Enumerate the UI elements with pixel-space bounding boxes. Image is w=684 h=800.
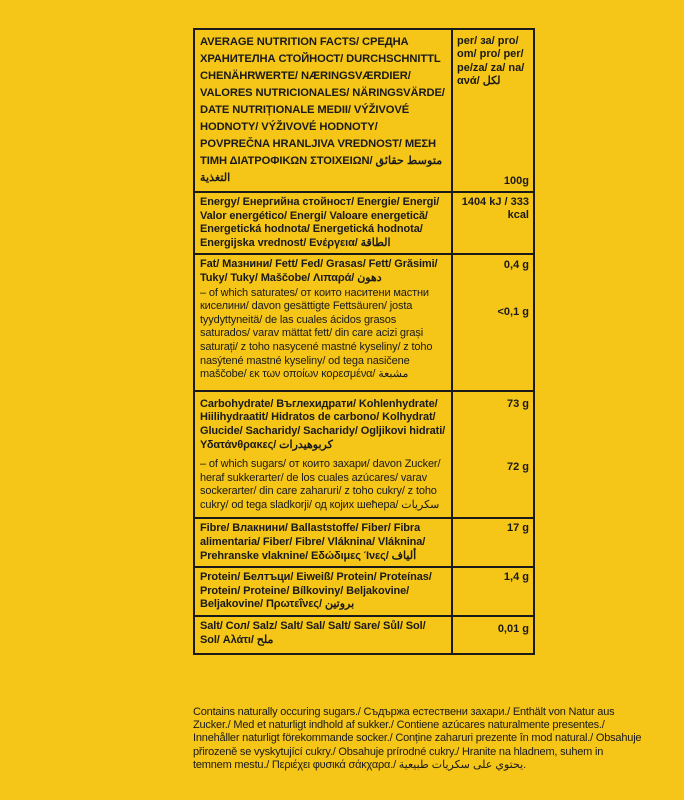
energy-label-cell [195,193,453,253]
header-title-cell [195,30,453,191]
fat-label-cell [195,255,453,389]
protein-value: 1,4 g [503,571,529,584]
saturates-label: – of which saturates/ от които наситени мастни киселини/ davon gesättigte Fettsäuren/ josta tyydyttyneitä/ de las cuales ácidos grasos saturados/ varav mättat fett/ din care acizi grași saturați/ z toho nasycené mastné kyseliny/ z toho nasýtené mastné kyseliny/ od tega nasičene maščobe/ εκ των οποίων κορεσμένα/ مشبعة [200,286,433,381]
salt-value-cell [453,617,533,653]
fat-row [195,255,533,391]
fibre-row [195,519,533,568]
carbohydrate-row [195,392,533,520]
energy-value-cell [453,193,533,253]
fat-value-cell [453,255,533,389]
carbohydrate-value-cell [453,392,533,518]
header-per-cell [453,30,533,191]
sugars-value: 72 g [506,460,529,473]
fat-value: 0,4 g [503,259,529,272]
energy-row [195,193,533,255]
header-row [195,30,533,193]
energy-value: 1404 kJ / 333 kcal [461,196,529,222]
salt-label: Salt/ Сол/ Salz/ Salt/ Sal/ Salt/ Sare/ Sůl/ Sol/ Sol/ Αλάτι/ ملح [200,620,426,646]
salt-value: 0,01 g [497,623,529,636]
protein-row [195,568,533,617]
protein-label-cell [195,568,453,615]
nutrition-table [193,28,535,655]
carbohydrate-value: 73 g [506,397,529,410]
energy-label: Energy/ Енергийна стойност/ Energie/ Energi/ Valor energético/ Energi/ Valoare energetică/ Energetická hodnota/ Energetická hodnota/ Energijska vrednost/ Ενέργεια/ الطاقة [200,196,440,249]
carbohydrate-label-cell [195,392,453,518]
header-amount: 100g [503,174,529,187]
salt-label-cell [195,617,453,653]
fibre-value-cell [453,519,533,566]
header-per: per/ за/ pro/ om/ pro/ per/ pe/za/ za/ na/ανά/ لكل [457,35,525,88]
fibre-label: Fibre/ Влакнини/ Ballaststoffe/ Fiber/ Fibra alimentaria/ Fiber/ Fibre/ Vláknina/ Vláknina/ Prehranske vlaknine/ Εδώδιμες Ίνες/ ألياف [200,522,426,562]
saturates-value: <0,1 g [497,305,529,318]
fibre-value: 17 g [506,522,529,535]
protein-label: Protein/ Белтъци/ Eiweiß/ Protein/ Proteínas/ Protein/ Proteine/ Bílkoviny/ Beljakovine/ Beljakovine/ Πρωτεΐνες/ بروتين [200,571,432,611]
carbohydrate-label: Carbohydrate/ Въглехидрати/ Kohlenhydrate/ Hiilihydraatit/ Hidratos de carbono/ Kolhydrat/ Glucide/ Sacharidy/ Sacharidy/ Ogljikovi hidrati/ Υδατάνθρακες/ كربوهيدرات [200,397,446,451]
header-title: AVERAGE NUTRITION FACTS/ СРЕДНА ХРАНИТЕЛНА СТОЙНОСТ/ DURCHSCHNITTL CHENÄHRWERTE/ NÆRINGSVÆRDIER/ VALORES NUTRICIONALES/ NÄRINGSVÄRDE/ DATE NUTRIȚIONALE MEDII/ VÝŽIVOVÉ HODNOTY/ VÝŽIVOVÉ HODNOTY/ POVPREČNA HRANLJIVA VREDNOST/ ΜΕΣΗ ΤΙΜΗ ΔΙΑΤΡΟΦΙΚΩΝ ΣΤΟΙΧΕΙΩΝ/ متوسط حقائق التغذية [200,36,445,184]
fat-label: Fat/ Мазнини/ Fett/ Fed/ Grasas/ Fett/ Grăsimi/ Tuky/ Tuky/ Maščobe/ Λιπαρά/ دهون [200,258,438,284]
protein-value-cell [453,568,533,615]
sugars-label: – of which sugars/ от които захари/ davon Zucker/ heraf sukkerarter/ de los cuales azúcares/ varav sockerarter/ din care zaharuri/ z toho cukry/ z toho cukry/ od tega sladkorji/ од којих шећера/ سكريات [200,458,441,511]
salt-row [195,617,533,653]
footer-note: Contains naturally occuring sugars./ Съдържа естествени захари./ Enthält von Natur aus Zucker./ Med et naturligt indhold af sukker./ Contiene azúcares naturalmente presentes./ Innehåller naturligt förekommande socker./ Conține zaharuri prezente în mod natural./ Obsahuje přirozeně se vyskytující cukry./ Obsahuje prírodné cukry./ Hranite na hladnem, suhem in temnem mestu./ Περιέχει φυσικά σάκχαρα./ يحتوي على سكريات طبيعية. [193,706,642,771]
fibre-label-cell [195,519,453,566]
